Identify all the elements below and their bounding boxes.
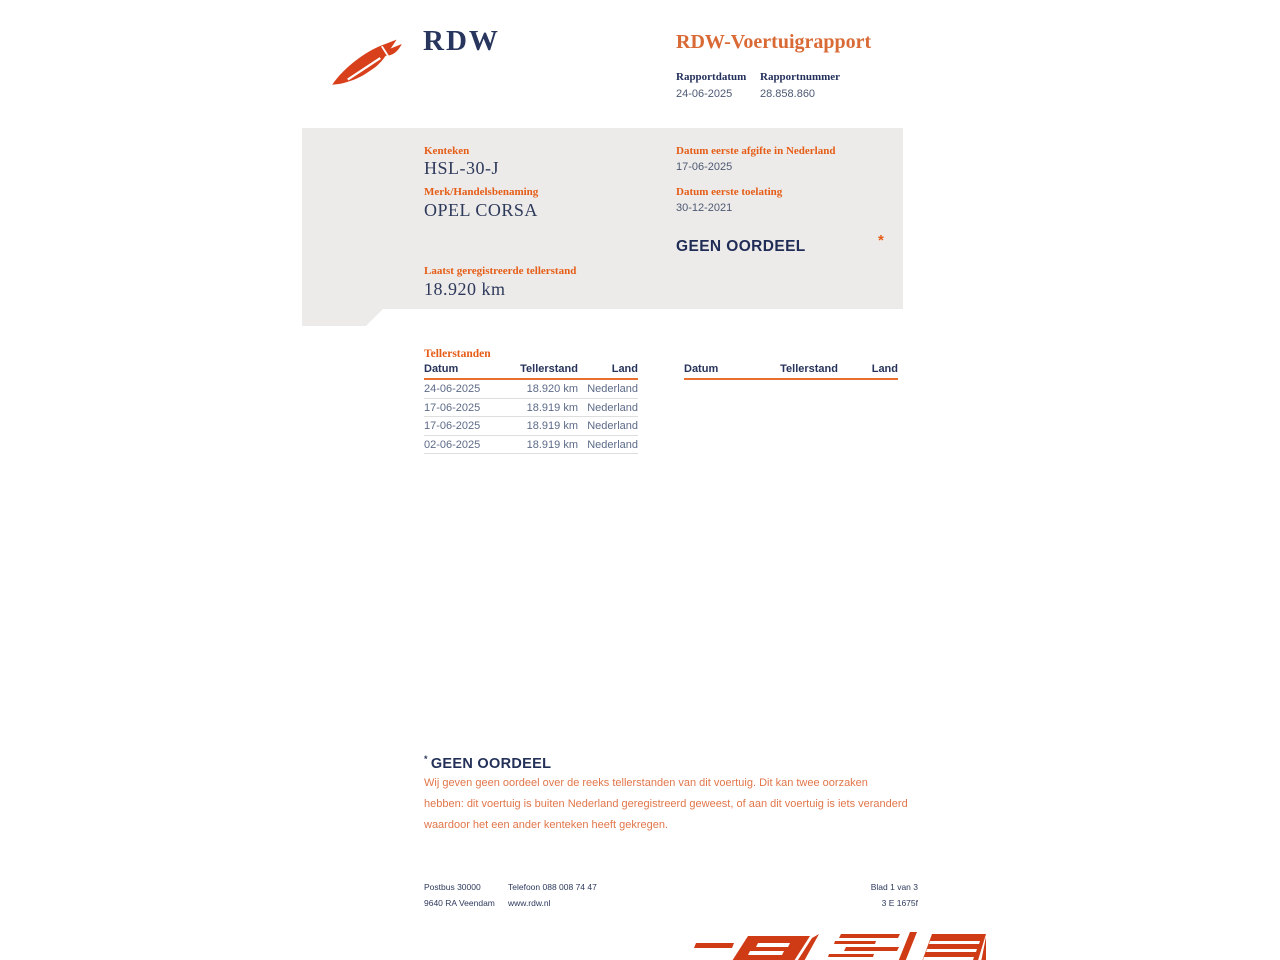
report-date-value: 24-06-2025 bbox=[676, 88, 733, 100]
rdw-feather-logo-icon bbox=[330, 36, 404, 92]
column-header-tellerstand: Tellerstand bbox=[520, 363, 578, 375]
table-cell: 18.920 km bbox=[526, 383, 578, 395]
table-row bbox=[424, 436, 638, 455]
footer-page-number: Blad 1 van 3 bbox=[870, 882, 918, 892]
table-cell: 18.919 km bbox=[526, 438, 578, 451]
table-cell: Nederland bbox=[587, 438, 638, 451]
tellerstand-label: Laatst geregistreerde tellerstand bbox=[424, 265, 577, 277]
report-date-block bbox=[676, 71, 760, 100]
column-header-datum: Datum bbox=[684, 363, 719, 375]
report-number-block bbox=[760, 71, 840, 100]
eerste-afgifte-label: Datum eerste afgifte in Nederland bbox=[676, 145, 836, 157]
eerste-toelating-label: Datum eerste toelating bbox=[676, 186, 783, 198]
table-body bbox=[424, 380, 638, 454]
report-number-label: Rapportnummer bbox=[760, 71, 841, 83]
tellerstand-value: 18.920 km bbox=[424, 279, 506, 299]
footer-contact bbox=[508, 879, 597, 911]
report-date-label: Rapportdatum bbox=[676, 71, 747, 83]
eerste-afgifte-value: 17-06-2025 bbox=[676, 161, 733, 173]
tellerstanden-table-left bbox=[424, 363, 638, 454]
table-cell: Nederland bbox=[587, 420, 638, 432]
column-header-tellerstand: Tellerstand bbox=[780, 363, 838, 375]
footer-website: www.rdw.nl bbox=[508, 898, 551, 908]
column-header-land: Land bbox=[871, 363, 898, 375]
rdw-decorative-stripes-icon bbox=[688, 927, 986, 960]
footer-phone: Telefoon 088 008 74 47 bbox=[508, 882, 597, 892]
table-header-row bbox=[684, 363, 898, 380]
footnote-marker: * bbox=[424, 754, 428, 764]
summary-box-tab bbox=[302, 308, 384, 326]
footnote-body: Wij geven geen oordeel over de reeks tellerstanden van dit voertuig. Dit kan twee oorzaken hebben: dit voertuig is buiten Nederland geregistreerd geweest, of aan dit voertuig is iets veranderd waardoor het een ander kenteken heeft gekregen. bbox=[424, 777, 908, 831]
tellerstanden-title: Tellerstanden bbox=[424, 348, 491, 360]
kenteken-value: HSL-30-J bbox=[424, 158, 499, 178]
report-meta bbox=[676, 71, 840, 100]
merk-label: Merk/Handelsbenaming bbox=[424, 186, 539, 198]
oordeel-asterisk: * bbox=[878, 232, 884, 249]
kenteken-label: Kenteken bbox=[424, 145, 470, 157]
oordeel-value: GEEN OORDEEL bbox=[676, 238, 806, 255]
tellerstanden-table-right bbox=[684, 363, 898, 380]
table-row bbox=[424, 380, 638, 399]
footer-address-line1: Postbus 30000 bbox=[424, 882, 481, 892]
footer-address bbox=[424, 879, 495, 911]
footnote-heading bbox=[424, 754, 551, 772]
column-header-land: Land bbox=[611, 363, 638, 375]
vehicle-summary-box bbox=[302, 128, 903, 309]
report-number-value: 28.858.860 bbox=[760, 88, 816, 100]
table-cell: Nederland bbox=[587, 401, 638, 414]
table-header-row bbox=[424, 363, 638, 380]
table-row bbox=[424, 417, 638, 436]
eerste-toelating-value: 30-12-2021 bbox=[676, 202, 733, 214]
table-cell: 17-06-2025 bbox=[424, 420, 481, 432]
table-cell: 18.919 km bbox=[526, 401, 578, 414]
logo-wordmark: RDW bbox=[423, 25, 500, 57]
table-cell: 02-06-2025 bbox=[424, 438, 481, 451]
merk-value: OPEL CORSA bbox=[424, 200, 538, 220]
column-header-datum: Datum bbox=[424, 363, 459, 375]
footnote-heading-text: GEEN OORDEEL bbox=[430, 755, 552, 772]
table-cell: Nederland bbox=[587, 383, 638, 395]
footer-form-code: 3 E 1675f bbox=[881, 898, 918, 908]
table-cell: 18.919 km bbox=[526, 420, 578, 432]
footer-address-line2: 9640 RA Veendam bbox=[424, 898, 495, 908]
footer-page-info bbox=[871, 879, 918, 911]
table-row bbox=[424, 399, 638, 418]
page-title: RDW-Voertuigrapport bbox=[676, 31, 872, 53]
table-cell: 24-06-2025 bbox=[424, 383, 481, 395]
table-cell: 17-06-2025 bbox=[424, 401, 481, 414]
